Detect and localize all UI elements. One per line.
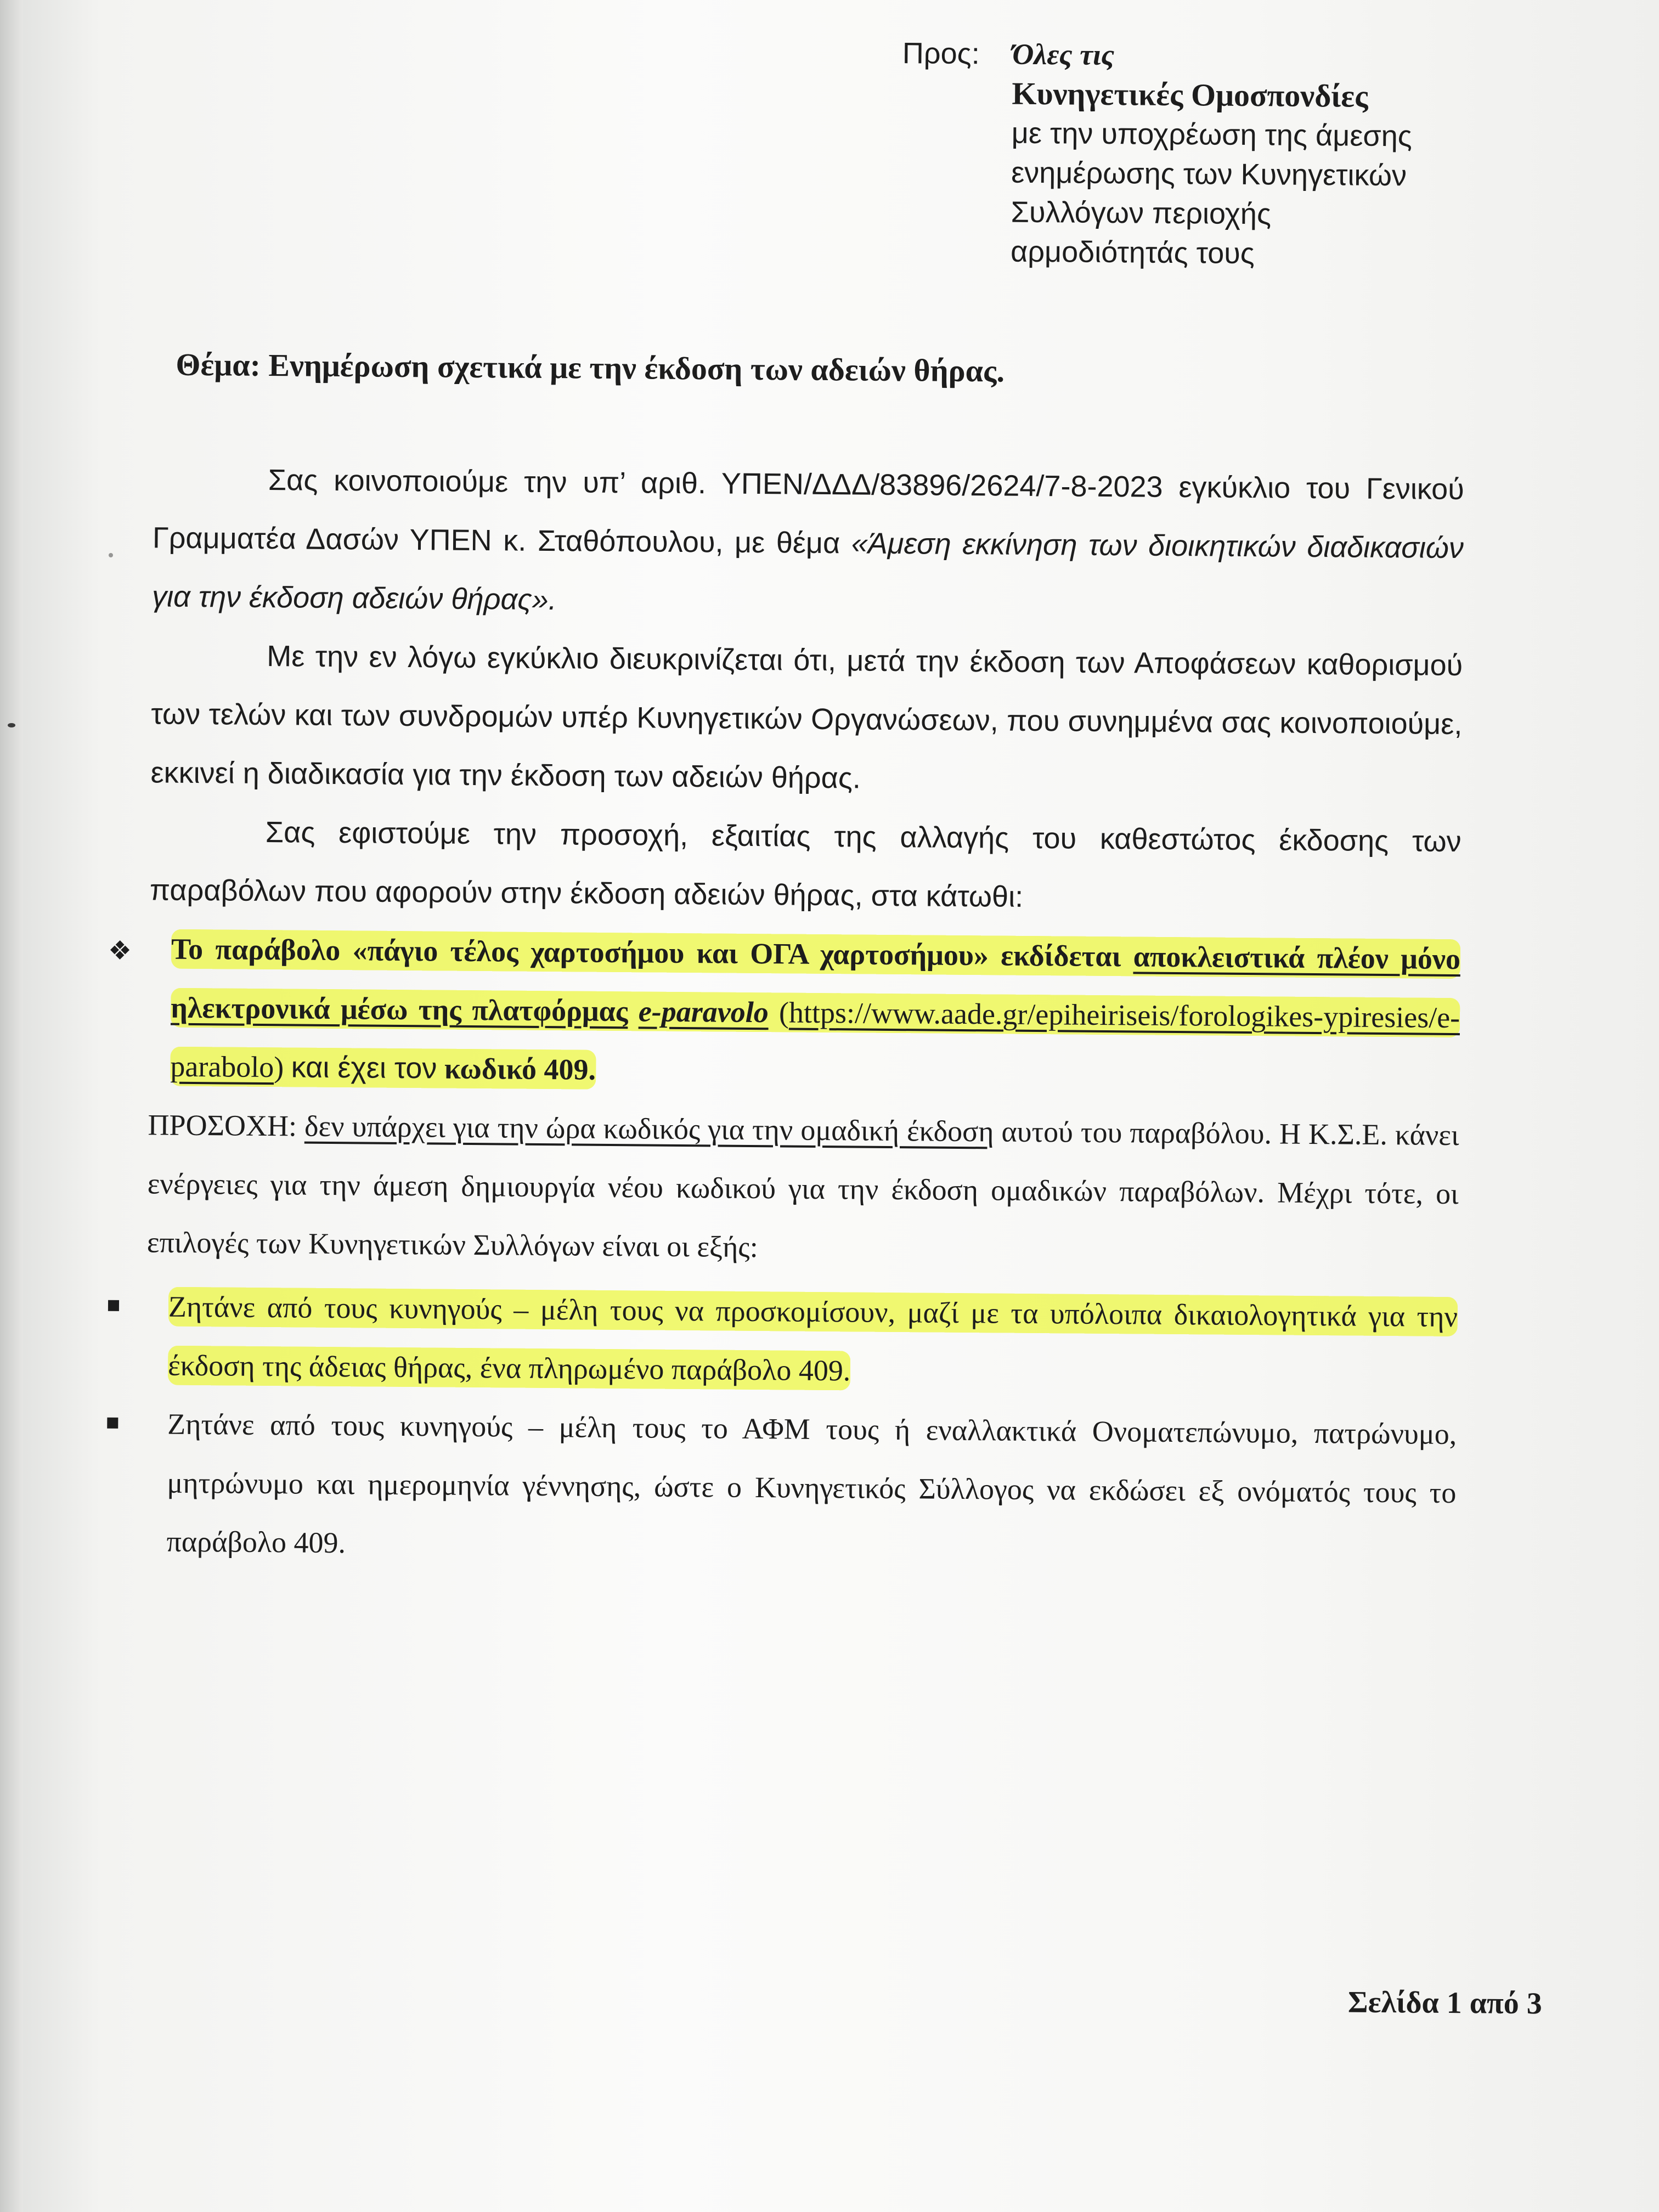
recipient-line-3: με την υποχρέωση της άμεσης: [1011, 116, 1413, 153]
notice-label: ΠΡΟΣΟΧΗ:: [148, 1108, 297, 1143]
circular-title: «Άμεση εκκίνηση των διοικητικών διαδικασιών για την έκδοση αδειών θήρας».: [151, 527, 1464, 617]
code-409: κωδικό 409.: [444, 1052, 596, 1086]
bullet-tail-text: και έχει τον: [291, 1051, 437, 1085]
bullet-underlined-text: αποκλειστικά πλέον μόνο ηλεκτρονικά μέσω της πλατφόρμας: [171, 940, 1461, 1028]
option-1: [146, 1277, 1458, 1405]
paragraph-3: Σας εφιστούμε την προσοχή, εξαιτίας της αλλαγής του καθεστώτος έκδοσης των παραβόλων που αφορούν στην έκδοση αδειών θήρας, στα κάτωθι:: [149, 816, 1462, 913]
recipient-lines: [1011, 35, 1561, 276]
diamond-bullet-icon: ❖: [108, 935, 132, 967]
paragraph-2: Με την εν λόγω εγκύκλιο διευκρινίζεται ότι, μετά την έκδοση των Αποφάσεων καθορισμού των τελών και των συνδρομών υπέρ Κυνηγετικών Οργανώσεων, που συνημμένα σας κοινοποιούμε, εκκινεί η διαδικασία για την έκδοση των αδειών θήρας.: [150, 640, 1463, 795]
platform-link[interactable]: https://www.aade.gr/epiheiriseis/forologikes-ypiresies/e-parabolo: [170, 996, 1460, 1084]
option-1-highlight: Ζητάνε από τους κυνηγούς – μέλη τους να προσκομίσουν, μαζί με τα υπόλοιπα δικαιολογητικά για την έκδοση της άδειας θήρας, ένα πληρωμένο παράβολο 409.: [168, 1287, 1458, 1391]
notice-underlined: δεν υπάρχει για την ώρα κωδικός για την ομαδική έκδοση: [304, 1109, 994, 1148]
page-number: Σελίδα 1 από 3: [1347, 1985, 1542, 2021]
recipient-line-4: ενημέρωσης των Κυνηγετικών: [1011, 156, 1407, 193]
paragraph-1: [152, 450, 1464, 636]
notice-paragraph: [146, 1096, 1459, 1282]
recipient-line-2: Κυνηγετικές Ομοσπονδίες: [1012, 75, 1368, 114]
notice-rest: αυτού του παραβόλου. Η Κ.Σ.Ε. κάνει ενέργειες για την άμεση δημιουργία νέου κωδικού για την έκδοση ομαδικών παραβόλων. Μέχρι τότε, οι επιλογές των Κυνηγετικών Συλλόγων είναι οι εξής:: [146, 1115, 1459, 1264]
highlight-mark: Το παράβολο «πάγιο τέλος χαρτοσήμου και ΟΓΑ χαρτοσήμου» εκδίδεται αποκλειστικά πλέον μόνο ηλεκτρονικά μέσω της πλατφόρμας e-paravolo (https://www.aade.gr/epiheiriseis/forologikes-ypiresies/e-parabolo) και έχει τον κωδικό 409.: [170, 929, 1460, 1090]
option-2: [144, 1395, 1457, 1581]
bullet-bold-text: Το παράβολο «πάγιο τέλος χαρτοσήμου και ΟΓΑ χαρτοσήμου» εκδίδεται: [171, 932, 1121, 973]
platform-name: e-paravolo: [638, 995, 769, 1029]
paper-speck: [8, 723, 15, 727]
option-2-text: Ζητάνε από τους κυνηγούς – μέλη τους το ΑΦΜ τους ή εναλλακτικά Ονοματεπώνυμο, πατρώνυμο, μητρώνυμο και ημερομηνία γέννησης, ώστε ο Κυνηγετικός Σύλλογος να εκδώσει εξ ονόματός τους το παράβολο 409.: [166, 1407, 1457, 1560]
paper-speck: [109, 553, 113, 557]
recipient-line-5: Συλλόγων περιοχής: [1011, 195, 1272, 231]
recipient-line-1: Όλες τις: [1012, 37, 1115, 72]
highlight-bullet: [108, 919, 1461, 1106]
square-bullet-icon: [107, 1418, 118, 1429]
subject-heading: Θέμα: Ενημέρωση σχετικά με την έκδοση των αδειών θήρας.: [176, 346, 1005, 389]
recipient-line-6: αρμοδιότητάς τους: [1010, 235, 1255, 270]
square-bullet-icon: [108, 1300, 119, 1311]
letter-body: [108, 450, 1464, 1581]
paragraph-1-text: Σας κοινοποιούμε την υπ’ αριθ. ΥΠΕΝ/ΔΔΔ/83896/2624/7-8-2023 εγκύκλιο του Γενικού Γραμματέα Δασών ΥΠΕΝ κ. Σταθόπουλου, με θέμα: [152, 464, 1464, 560]
recipient-label: Προς:: [902, 37, 980, 71]
